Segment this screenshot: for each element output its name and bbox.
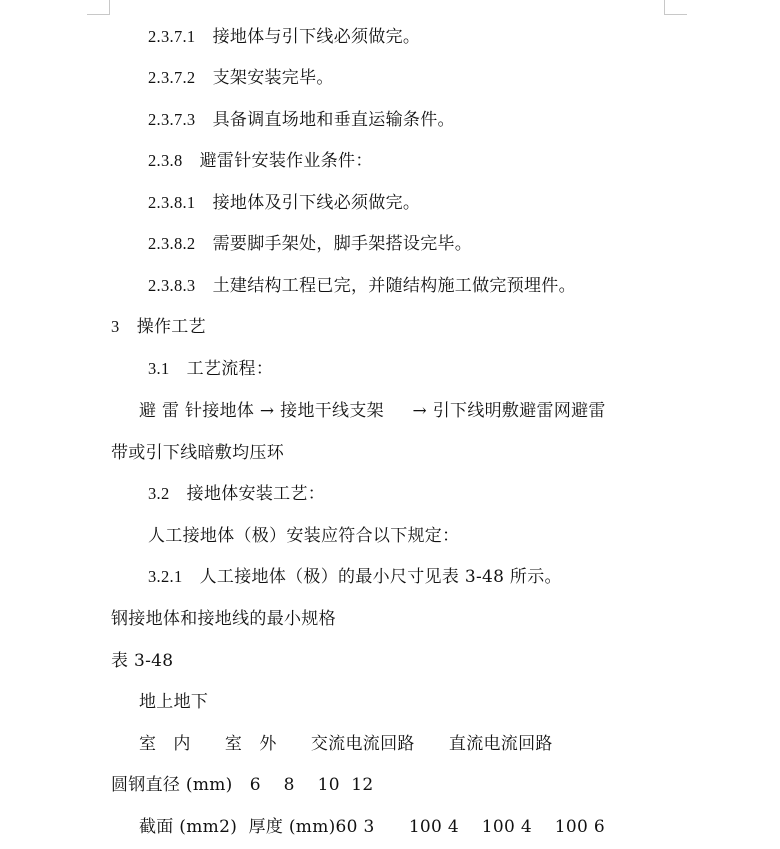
table-header-above-below-ground: 地上地下 bbox=[139, 692, 209, 712]
clause-2-3-7-2 bbox=[148, 67, 334, 89]
clause-number: 2.3.7.3 bbox=[148, 110, 196, 129]
table-row-section-thickness: 截面 (mm2) 厚度 (mm)60 3 100 4 100 4 100 6 bbox=[139, 817, 605, 837]
clause-number: 3.2.1 bbox=[148, 567, 183, 586]
clause-text: 需要脚手架处，脚手架搭设完毕。 bbox=[212, 234, 473, 254]
clause-number: 3.2 bbox=[148, 484, 170, 503]
paragraph-text: 人工接地体（极）安装应符合以下规定： bbox=[148, 526, 460, 546]
clause-3-2 bbox=[148, 483, 325, 505]
clause-text: 土建结构工程已完，并随结构施工做完预埋件。 bbox=[212, 276, 576, 296]
page-corner-mark-left bbox=[87, 0, 110, 15]
clause-2-3-7-1 bbox=[148, 26, 420, 48]
clause-number: 2.3.7.1 bbox=[148, 27, 196, 46]
clause-2-3-8-3 bbox=[148, 275, 576, 297]
clause-2-3-8 bbox=[148, 150, 373, 172]
table-header-columns: 室 内 室 外 交流电流回路 直流电流回路 bbox=[139, 734, 553, 754]
clause-text: 人工接地体（极）的最小尺寸见表 3-48 所示。 bbox=[199, 567, 562, 587]
clause-number: 2.3.8.1 bbox=[148, 193, 196, 212]
clause-text: 具备调直场地和垂直运输条件。 bbox=[212, 110, 455, 130]
clause-text: 避雷针安装作业条件： bbox=[199, 151, 373, 171]
clause-number: 3.1 bbox=[148, 359, 170, 378]
clause-text: 接地体及引下线必须做完。 bbox=[212, 193, 421, 213]
clause-number: 2.3.8 bbox=[148, 151, 183, 170]
clause-3-2-1 bbox=[148, 566, 562, 588]
process-flow-line-1: 避 雷 针接地体 → 接地干线支架 → 引下线明敷避雷网避雷 bbox=[139, 401, 606, 421]
clause-number: 2.3.8.3 bbox=[148, 276, 196, 295]
clause-text: 接地体与引下线必须做完。 bbox=[212, 27, 421, 47]
section-title: 操作工艺 bbox=[136, 317, 206, 337]
clause-2-3-8-1 bbox=[148, 192, 420, 214]
table-number: 表 3-48 bbox=[111, 651, 174, 671]
page-corner-mark-right bbox=[664, 0, 687, 15]
clause-number: 2.3.7.2 bbox=[148, 68, 196, 87]
process-flow-line-2: 带或引下线暗敷均压环 bbox=[111, 443, 284, 463]
clause-3-1 bbox=[148, 358, 273, 380]
section-number: 3 bbox=[111, 317, 120, 336]
clause-text: 工艺流程： bbox=[186, 359, 274, 379]
clause-text: 支架安装完毕。 bbox=[212, 68, 334, 88]
section-3-heading bbox=[111, 316, 206, 338]
clause-number: 2.3.8.2 bbox=[148, 234, 196, 253]
clause-2-3-7-3 bbox=[148, 109, 455, 131]
clause-text: 接地体安装工艺： bbox=[186, 484, 326, 504]
clause-2-3-8-2 bbox=[148, 233, 472, 255]
table-caption: 钢接地体和接地线的最小规格 bbox=[111, 609, 336, 629]
table-row-round-steel-diameter: 圆钢直径 (mm) 6 8 10 12 bbox=[111, 775, 374, 795]
